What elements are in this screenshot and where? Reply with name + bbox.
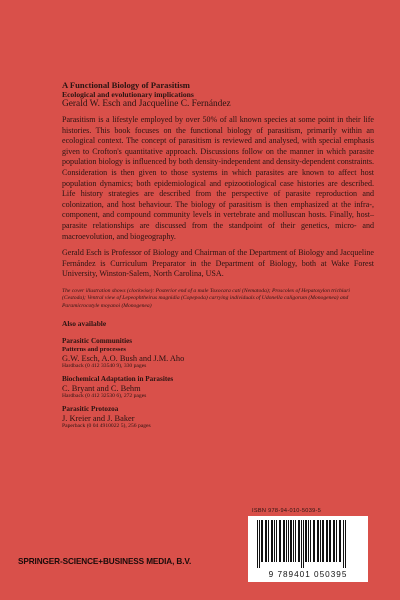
barcode-number: 9 789401 050395 — [268, 570, 348, 579]
also-available-item — [62, 405, 374, 430]
related-book-info: Paperback (0 04 4910022 5), 256 pages — [62, 423, 151, 430]
related-book-subtitle: Patterns and processes — [62, 345, 126, 353]
book-authors: Gerald W. Esch and Jacqueline C. Fernández — [62, 99, 231, 109]
book-description: Parasitism is a lifestyle employed by over 50% of all known species at some point in their life histories. This book focuses on the functional biology of parasitism, primarily within an ecological context. The concept of parasitism is reviewed and analysed, with special emphasis given to Crofton's quantitative approach. Discussions follow on the manner in which parasite population biology is influenced by both density-independent and density-dependent constraints. Consideration is then given to those systems in which parasites are known to affect host population dynamics; both epidemiological and epizootiological case histories are described. Life history strategies are described from the perspective of parasite reproduction and colonization, and host behaviour. The biology of parasitism is then emphasized at the infra-, component, and compound community levels in vertebrate and molluscan hosts. Finally, host–parasite relationships are discussed from the standpoint of their genetics, micro- and macroevolution, and biogeography. — [62, 115, 374, 241]
author-bio: Gerald Esch is Professor of Biology and Chairman of the Department of Biology and Jacqueline Fernández is Curriculum Preparator in the Department of Biology, both at Wake Forest University, Winston-Salem, North Carolina, USA. — [62, 248, 374, 279]
barcode — [248, 516, 368, 582]
related-book-title: Parasitic Protozoa — [62, 405, 119, 414]
related-book-title: Parasitic Communities — [62, 337, 133, 346]
related-book-authors: C. Bryant and C. Behm — [62, 383, 141, 393]
related-book-authors: G.W. Esch, A.O. Bush and J.M. Aho — [62, 353, 185, 363]
also-available-item — [62, 375, 374, 400]
also-available-item — [62, 337, 374, 370]
related-book-info: Hardback (0 412 32530 6), 272 pages — [62, 393, 147, 400]
barcode-icon — [254, 520, 362, 568]
related-book-info: Hardback (0 412 33540 9), 330 pages — [62, 363, 147, 370]
related-book-title: Biochemical Adaptation in Parasites — [62, 375, 174, 384]
isbn-label: ISBN 978-94-010-5039-5 — [252, 508, 322, 514]
related-book-authors: J. Kreier and J. Baker — [62, 413, 135, 423]
publisher-name: SPRINGER-SCIENCE+BUSINESS MEDIA, B.V. — [18, 557, 192, 566]
also-available-heading: Also available — [62, 319, 107, 329]
back-cover-content — [62, 80, 374, 435]
book-title: A Functional Biology of Parasitism — [62, 80, 190, 90]
book-subtitle: Ecological and evolutionary implications — [62, 90, 194, 99]
cover-illustration-caption: The cover illustration shows (clockwise): Posterior end of a male Toxocara cati (Nematoda); Proscolex of Hepatoxylon trichiuri (Cestoda); Ventral view of Lepeophtheirus magnidia (Copepoda) carrying individuals of Udonella caligorum (Monogenea) and Paramicrocotyle moyanoi (Monogenea) — [62, 287, 350, 309]
